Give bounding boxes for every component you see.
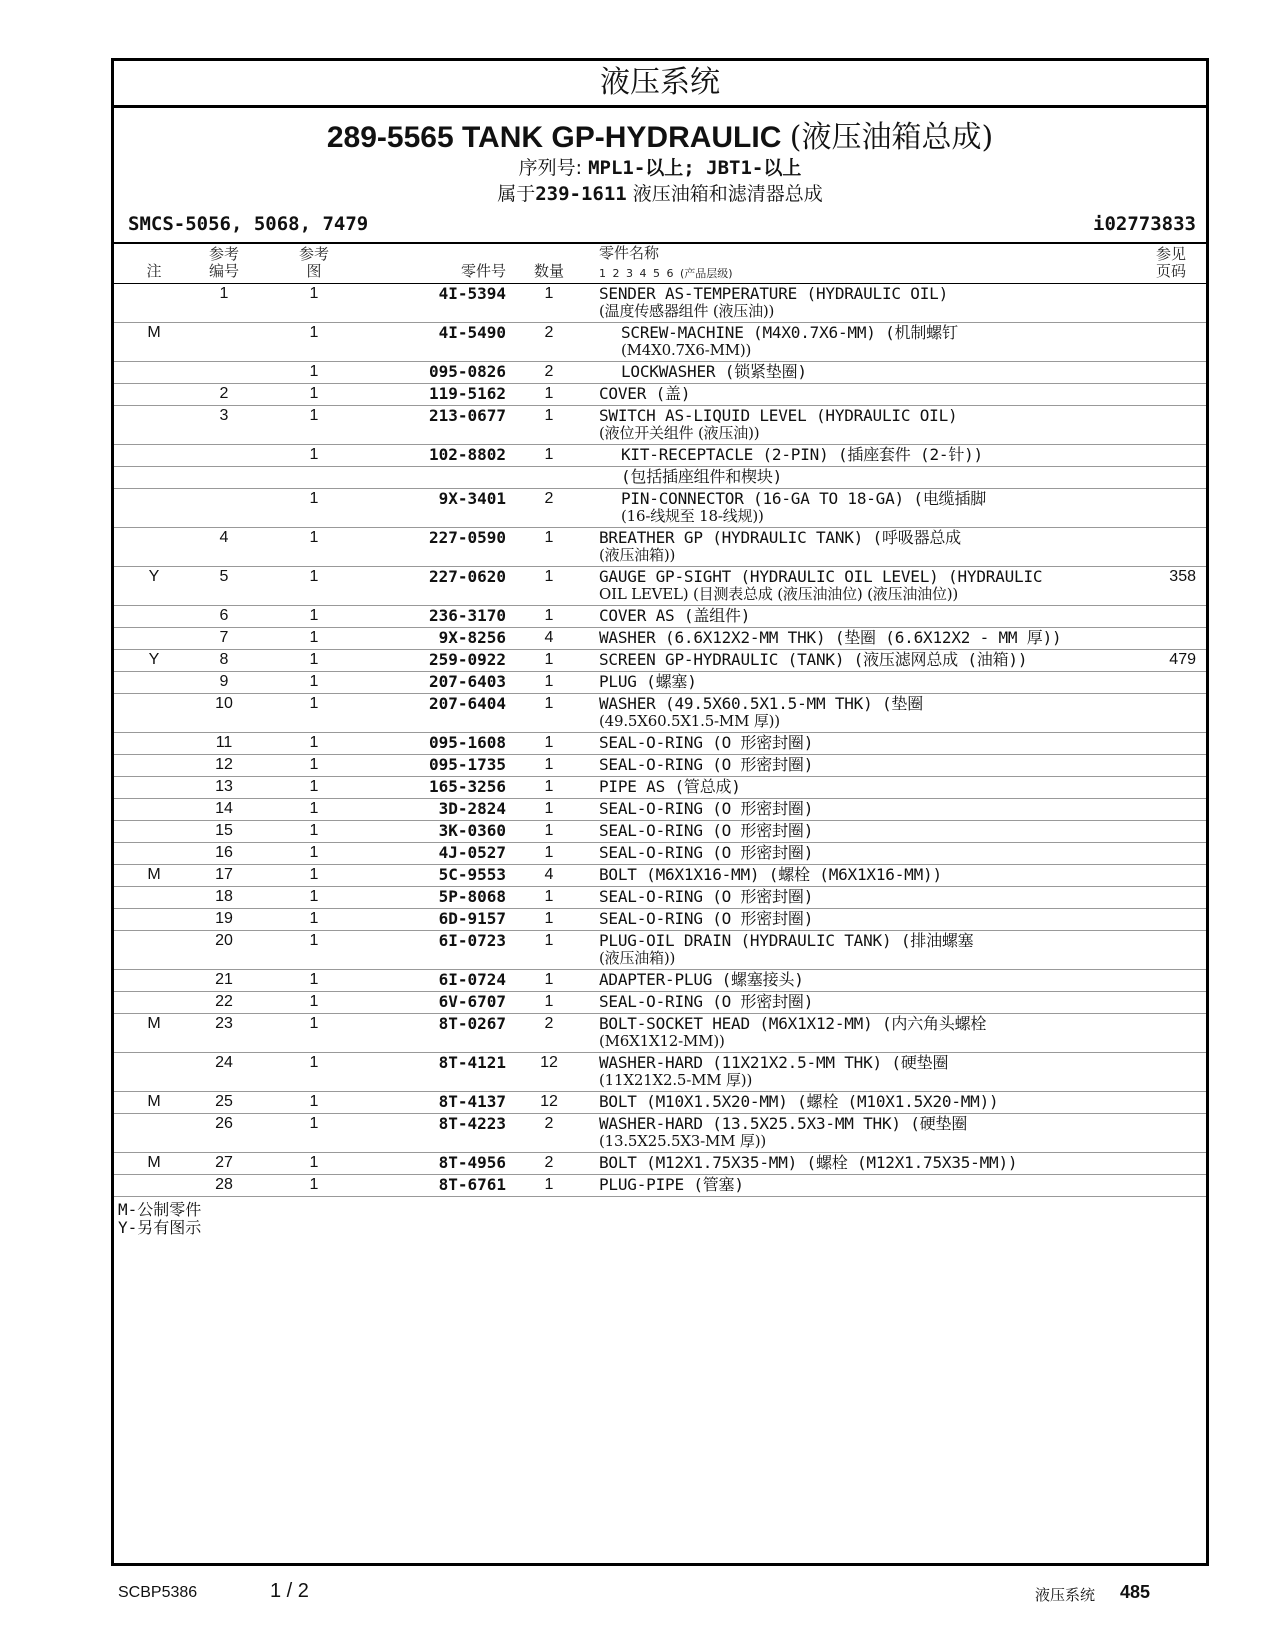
part-name-cell <box>599 1115 1099 1150</box>
part-name-cell <box>599 932 1099 967</box>
table-row <box>114 384 1206 406</box>
part-name: SEAL-O-RING (O 形密封圈) <box>599 992 814 1011</box>
quantity-cell: 1 <box>544 971 554 988</box>
part-number-cell: 236-3170 <box>428 606 506 625</box>
ref-number-cell: 11 <box>215 734 233 751</box>
part-name: SEAL-O-RING (O 形密封圈) <box>599 887 814 906</box>
table-row <box>114 650 1206 672</box>
part-name-cell <box>599 629 1099 647</box>
footer-section: 液压系统 <box>1035 1586 1096 1604</box>
figure-cell: 1 <box>309 285 319 302</box>
figure-cell: 1 <box>309 1115 319 1132</box>
table-row <box>114 672 1206 694</box>
ref-number-cell: 15 <box>215 822 233 839</box>
part-number-cell: 8T-4956 <box>438 1153 506 1172</box>
table-row <box>114 843 1206 865</box>
table-row <box>114 362 1206 384</box>
figure-cell: 1 <box>309 910 319 927</box>
part-name: SENDER AS-TEMPERATURE (HYDRAULIC OIL) <box>599 284 949 303</box>
quantity-cell: 2 <box>544 490 554 507</box>
header-page-1: 参见 <box>1155 245 1186 263</box>
header-ref-2: 编号 <box>208 262 239 280</box>
figure-cell: 1 <box>309 407 319 424</box>
part-number-cell: 5P-8068 <box>438 887 506 906</box>
part-name-cell <box>599 888 1099 906</box>
divider <box>114 242 1206 244</box>
part-name-cell <box>599 529 1099 564</box>
table-row <box>114 445 1206 467</box>
part-name-cn: (M4X0.7X6-MM)) <box>621 341 752 359</box>
table-row <box>114 1014 1206 1053</box>
part-name-cell <box>599 993 1099 1011</box>
figure-cell: 1 <box>309 695 319 712</box>
part-name: SEAL-O-RING (O 形密封圈) <box>599 755 814 774</box>
part-number-cell: 9X-8256 <box>438 628 506 647</box>
part-name-cell <box>599 910 1099 928</box>
ref-number-cell: 9 <box>219 673 229 690</box>
quantity-cell: 12 <box>540 1093 558 1110</box>
part-number-cell: 6V-6707 <box>438 992 506 1011</box>
part-name: SEAL-O-RING (O 形密封圈) <box>599 909 814 928</box>
page-frame <box>111 58 1209 1566</box>
part-number-cell: 095-0826 <box>428 362 506 381</box>
ref-number-cell: 26 <box>215 1115 233 1132</box>
quantity-cell: 1 <box>544 607 554 624</box>
part-number-cell: 4I-5394 <box>438 284 506 303</box>
part-name: WASHER (6.6X12X2-MM THK) (垫圈 (6.6X12X2 - MM 厚)) <box>599 628 1062 647</box>
table-row <box>114 755 1206 777</box>
figure-cell: 1 <box>309 446 319 463</box>
table-row <box>114 733 1206 755</box>
part-name: SWITCH AS-LIQUID LEVEL (HYDRAULIC OIL) <box>599 406 958 425</box>
part-title-en: 289-5565 TANK GP-HYDRAULIC <box>326 121 782 154</box>
part-name: WASHER-HARD (13.5X25.5X3-MM THK) (硬垫圈 <box>599 1114 968 1133</box>
quantity-cell: 4 <box>544 629 554 646</box>
part-title-cn: (液压油箱总成) <box>789 120 994 155</box>
quantity-cell: 12 <box>540 1054 558 1071</box>
figure-cell: 1 <box>309 971 319 988</box>
serial-line <box>114 155 1206 181</box>
part-name-cn: (49.5X60.5X1.5-MM 厚)) <box>599 712 780 730</box>
figure-cell: 1 <box>309 607 319 624</box>
part-name-cell <box>599 607 1099 625</box>
quantity-cell: 1 <box>544 778 554 795</box>
part-name: PIPE AS (管总成) <box>599 777 741 796</box>
quantity-cell: 1 <box>544 1176 554 1193</box>
part-name: BREATHER GP (HYDRAULIC TANK) (呼吸器总成 <box>599 528 961 547</box>
quantity-cell: 1 <box>544 651 554 668</box>
part-name: BOLT (M6X1X16-MM) (螺栓 (M6X1X16-MM)) <box>599 865 942 884</box>
ref-number-cell: 28 <box>215 1176 233 1193</box>
figure-cell: 1 <box>309 673 319 690</box>
legend-metric: M-公制零件 <box>118 1200 202 1219</box>
part-number-cell: 165-3256 <box>428 777 506 796</box>
note-cell: M <box>147 866 161 883</box>
table-row <box>114 1175 1206 1197</box>
part-name: BOLT (M12X1.75X35-MM) (螺栓 (M12X1.75X35-MM)) <box>599 1153 1018 1172</box>
table-row <box>114 799 1206 821</box>
part-name: BOLT (M10X1.5X20-MM) (螺栓 (M10X1.5X20-MM)) <box>599 1092 999 1111</box>
quantity-cell: 1 <box>544 844 554 861</box>
table-row <box>114 1053 1206 1092</box>
quantity-cell: 2 <box>544 363 554 380</box>
ref-number-cell: 27 <box>215 1154 233 1171</box>
part-name-cell <box>599 673 1099 691</box>
part-name-cell <box>621 363 1121 381</box>
belongs-text: 液压油箱和滤清器总成 <box>632 183 823 205</box>
figure-cell: 1 <box>309 844 319 861</box>
note-cell: Y <box>148 568 160 585</box>
part-number-cell: 8T-4137 <box>438 1092 506 1111</box>
table-row <box>114 284 1206 323</box>
part-header <box>114 121 1206 207</box>
quantity-cell: 1 <box>544 800 554 817</box>
table-row <box>114 406 1206 445</box>
part-name-cell <box>599 1093 1099 1111</box>
part-name-cn: (液压油箱)) <box>599 949 676 967</box>
table-row <box>114 1114 1206 1153</box>
part-number-cell: 8T-0267 <box>438 1014 506 1033</box>
quantity-cell: 1 <box>544 888 554 905</box>
part-title <box>114 121 1206 155</box>
part-name-cell <box>599 800 1099 818</box>
part-name: PLUG (螺塞) <box>599 672 697 691</box>
quantity-cell: 1 <box>544 756 554 773</box>
section-title: 液压系统 <box>114 61 1206 108</box>
figure-cell: 1 <box>309 1015 319 1032</box>
figure-cell: 1 <box>309 778 319 795</box>
table-header <box>114 245 1206 283</box>
figure-cell: 1 <box>309 756 319 773</box>
note-cell: M <box>147 1093 161 1110</box>
figure-cell: 1 <box>309 822 319 839</box>
footer-page-number: 485 <box>1120 1582 1151 1602</box>
part-number-cell: 8T-6761 <box>438 1175 506 1194</box>
document-id: i02773833 <box>1093 213 1196 235</box>
part-name-cn: (16-线规至 18-线规)) <box>621 507 764 525</box>
table-row <box>114 931 1206 970</box>
part-name-cell <box>599 385 1099 403</box>
ref-number-cell: 16 <box>215 844 233 861</box>
quantity-cell: 2 <box>544 1015 554 1032</box>
part-name: COVER (盖) <box>599 384 691 403</box>
part-name-cell <box>599 734 1099 752</box>
quantity-cell: 4 <box>544 866 554 883</box>
table-row <box>114 323 1206 362</box>
part-name: SEAL-O-RING (O 形密封圈) <box>599 821 814 840</box>
ref-number-cell: 3 <box>219 407 229 424</box>
part-name-cell <box>599 1015 1099 1050</box>
part-number-cell: 6I-0723 <box>438 931 506 950</box>
see-page-cell: 479 <box>1169 651 1196 668</box>
table-row <box>114 865 1206 887</box>
part-name-cell <box>599 778 1099 796</box>
table-row <box>114 992 1206 1014</box>
quantity-cell: 2 <box>544 1115 554 1132</box>
footer-doc-code: SCBP5386 <box>118 1584 198 1601</box>
part-number-cell: 227-0620 <box>428 567 506 586</box>
ref-number-cell: 4 <box>219 529 229 546</box>
part-number-cell: 3K-0360 <box>438 821 506 840</box>
figure-cell: 1 <box>309 385 319 402</box>
note-cell: M <box>147 1154 161 1171</box>
belongs-line <box>114 181 1206 207</box>
table-row <box>114 628 1206 650</box>
header-ref-1: 参考 <box>208 245 239 263</box>
part-name: SCREW-MACHINE (M4X0.7X6-MM) (机制螺钉 <box>621 323 958 342</box>
figure-cell: 1 <box>309 529 319 546</box>
part-name-cn: (13.5X25.5X3-MM 厚)) <box>599 1132 767 1150</box>
part-name: WASHER (49.5X60.5X1.5-MM THK) (垫圈 <box>599 694 924 713</box>
ref-number-cell: 8 <box>219 651 229 668</box>
part-name: SEAL-O-RING (O 形密封圈) <box>599 843 814 862</box>
part-name: COVER AS (盖组件) <box>599 606 751 625</box>
quantity-cell: 1 <box>544 529 554 546</box>
part-name-cell <box>599 695 1099 730</box>
table-row <box>114 467 1206 489</box>
table-row <box>114 567 1206 606</box>
parts-table <box>114 284 1206 1197</box>
part-name: SEAL-O-RING (O 形密封圈) <box>599 733 814 752</box>
legend <box>118 1201 201 1237</box>
part-name-cell <box>599 822 1099 840</box>
smcs-codes: SMCS-5056, 5068, 7479 <box>128 213 369 235</box>
serial-value: MPL1-以上; JBT1-以上 <box>588 157 802 179</box>
header-note: 注 <box>146 262 162 280</box>
part-name-cell <box>621 468 1121 486</box>
ref-number-cell: 6 <box>219 607 229 624</box>
figure-cell: 1 <box>309 800 319 817</box>
note-cell: M <box>147 1015 161 1032</box>
part-name: BOLT-SOCKET HEAD (M6X1X12-MM) (内六角头螺栓 <box>599 1014 987 1033</box>
quantity-cell: 1 <box>544 285 554 302</box>
part-name-cell <box>621 446 1121 464</box>
part-name: SEAL-O-RING (O 形密封圈) <box>599 799 814 818</box>
part-number-cell: 095-1608 <box>428 733 506 752</box>
part-name-cell <box>599 285 1099 320</box>
figure-cell: 1 <box>309 888 319 905</box>
ref-number-cell: 7 <box>219 629 229 646</box>
part-name-cn: (11X21X2.5-MM 厚)) <box>599 1071 753 1089</box>
header-page-2: 页码 <box>1155 262 1186 280</box>
part-name-cell <box>621 490 1121 525</box>
quantity-cell: 1 <box>544 407 554 424</box>
table-row <box>114 821 1206 843</box>
figure-cell: 1 <box>309 1093 319 1110</box>
table-row <box>114 970 1206 992</box>
part-name-cn: (液压油箱)) <box>599 546 676 564</box>
ref-number-cell: 1 <box>219 285 229 302</box>
quantity-cell: 1 <box>544 932 554 949</box>
figure-cell: 1 <box>309 629 319 646</box>
part-name-cell <box>599 866 1099 884</box>
table-row <box>114 777 1206 799</box>
part-name-cell <box>599 971 1099 989</box>
table-row <box>114 528 1206 567</box>
part-number-cell: 3D-2824 <box>438 799 506 818</box>
part-number-cell: 207-6404 <box>428 694 506 713</box>
ref-number-cell: 19 <box>215 910 233 927</box>
ref-number-cell: 17 <box>215 866 233 883</box>
quantity-cell: 1 <box>544 385 554 402</box>
part-number-cell: 9X-3401 <box>438 489 506 508</box>
part-number-cell: 119-5162 <box>428 384 506 403</box>
part-name: (包括插座组件和楔块) <box>621 467 783 486</box>
part-name-cell <box>599 407 1099 442</box>
quantity-cell: 1 <box>544 822 554 839</box>
note-cell: M <box>147 324 161 341</box>
part-name: GAUGE GP-SIGHT (HYDRAULIC OIL LEVEL) (HYDRAULIC <box>599 567 1043 586</box>
part-name-cell <box>599 756 1099 774</box>
figure-cell: 1 <box>309 363 319 380</box>
legend-illustrated: Y-另有图示 <box>118 1218 202 1237</box>
quantity-cell: 1 <box>544 446 554 463</box>
part-name-cell <box>599 651 1099 669</box>
ref-number-cell: 13 <box>215 778 233 795</box>
part-number-cell: 4J-0527 <box>438 843 506 862</box>
part-number-cell: 8T-4121 <box>438 1053 506 1072</box>
part-name: WASHER-HARD (11X21X2.5-MM THK) (硬垫圈 <box>599 1053 949 1072</box>
figure-cell: 1 <box>309 324 319 341</box>
part-name: PIN-CONNECTOR (16-GA TO 18-GA) (电缆插脚 <box>621 489 987 508</box>
ref-number-cell: 18 <box>215 888 233 905</box>
part-name-cn: (M6X1X12-MM)) <box>599 1032 725 1050</box>
ref-number-cell: 5 <box>219 568 229 585</box>
figure-cell: 1 <box>309 651 319 668</box>
quantity-cell: 1 <box>544 673 554 690</box>
quantity-cell: 2 <box>544 1154 554 1171</box>
part-name: LOCKWASHER (锁紧垫圈) <box>621 362 807 381</box>
table-row <box>114 1092 1206 1114</box>
quantity-cell: 1 <box>544 910 554 927</box>
part-name-cell <box>599 1176 1099 1194</box>
belongs-ref: 239-1611 <box>535 183 627 205</box>
part-name-cell <box>599 568 1099 603</box>
part-name: KIT-RECEPTACLE (2-PIN) (插座套件 (2-针)) <box>621 445 983 464</box>
table-row <box>114 887 1206 909</box>
part-name: ADAPTER-PLUG (螺塞接头) <box>599 970 804 989</box>
table-row <box>114 909 1206 931</box>
serial-label: 序列号: <box>518 157 583 179</box>
part-name: SCREEN GP-HYDRAULIC (TANK) (液压滤网总成 (油箱)) <box>599 650 1028 669</box>
figure-cell: 1 <box>309 1054 319 1071</box>
part-number-cell: 207-6403 <box>428 672 506 691</box>
part-name-cn: OIL LEVEL) (目测表总成 (液压油油位) (液压油油位)) <box>599 585 959 603</box>
table-row <box>114 489 1206 528</box>
note-cell: Y <box>148 651 160 668</box>
see-page-cell: 358 <box>1169 568 1196 585</box>
part-name-cell <box>621 324 1121 359</box>
ref-number-cell: 23 <box>215 1015 233 1032</box>
ref-number-cell: 10 <box>215 695 233 712</box>
part-name: PLUG-PIPE (管塞) <box>599 1175 744 1194</box>
part-number-cell: 227-0590 <box>428 528 506 547</box>
ref-number-cell: 24 <box>215 1054 233 1071</box>
quantity-cell: 1 <box>544 568 554 585</box>
belongs-prefix: 属于 <box>497 183 536 205</box>
part-number-cell: 5C-9553 <box>438 865 506 884</box>
ref-number-cell: 21 <box>215 971 233 988</box>
ref-number-cell: 25 <box>215 1093 233 1110</box>
header-fig-1: 参考 <box>298 245 329 263</box>
ref-number-cell: 22 <box>215 993 233 1010</box>
part-name-cn: (液位开关组件 (液压油)) <box>599 424 760 442</box>
table-row <box>114 694 1206 733</box>
figure-cell: 1 <box>309 1154 319 1171</box>
part-number-cell: 102-8802 <box>428 445 506 464</box>
part-number-cell: 4I-5490 <box>438 323 506 342</box>
part-number-cell: 213-0677 <box>428 406 506 425</box>
part-name-cn: (温度传感器组件 (液压油)) <box>599 302 775 320</box>
part-name-cell <box>599 844 1099 862</box>
figure-cell: 1 <box>309 866 319 883</box>
footer-sheet: 1 / 2 <box>270 1580 309 1602</box>
part-number-cell: 6I-0724 <box>438 970 506 989</box>
quantity-cell: 1 <box>544 993 554 1010</box>
ref-number-cell: 2 <box>219 385 229 402</box>
figure-cell: 1 <box>309 932 319 949</box>
part-number-cell: 6D-9157 <box>438 909 506 928</box>
table-row <box>114 606 1206 628</box>
table-row <box>114 1153 1206 1175</box>
figure-cell: 1 <box>309 734 319 751</box>
figure-cell: 1 <box>309 568 319 585</box>
part-name-cell <box>599 1054 1099 1089</box>
quantity-cell: 1 <box>544 734 554 751</box>
ref-number-cell: 12 <box>215 756 233 773</box>
header-fig-2: 图 <box>306 262 322 280</box>
quantity-cell: 1 <box>544 695 554 712</box>
figure-cell: 1 <box>309 993 319 1010</box>
ref-number-cell: 14 <box>215 800 233 817</box>
part-number-cell: 095-1735 <box>428 755 506 774</box>
part-number-cell: 259-0922 <box>428 650 506 669</box>
part-name-cell <box>599 1154 1099 1172</box>
header-qty: 数量 <box>533 262 564 280</box>
part-number-cell: 8T-4223 <box>438 1114 506 1133</box>
header-name: 零件名称 <box>599 244 660 262</box>
header-part-no: 零件号 <box>460 262 506 280</box>
part-name: PLUG-OIL DRAIN (HYDRAULIC TANK) (排油螺塞 <box>599 931 974 950</box>
quantity-cell: 2 <box>544 324 554 341</box>
ref-number-cell: 20 <box>215 932 233 949</box>
figure-cell: 1 <box>309 490 319 507</box>
figure-cell: 1 <box>309 1176 319 1193</box>
header-levels: 1 2 3 4 5 6 (产品层级) <box>599 267 733 280</box>
